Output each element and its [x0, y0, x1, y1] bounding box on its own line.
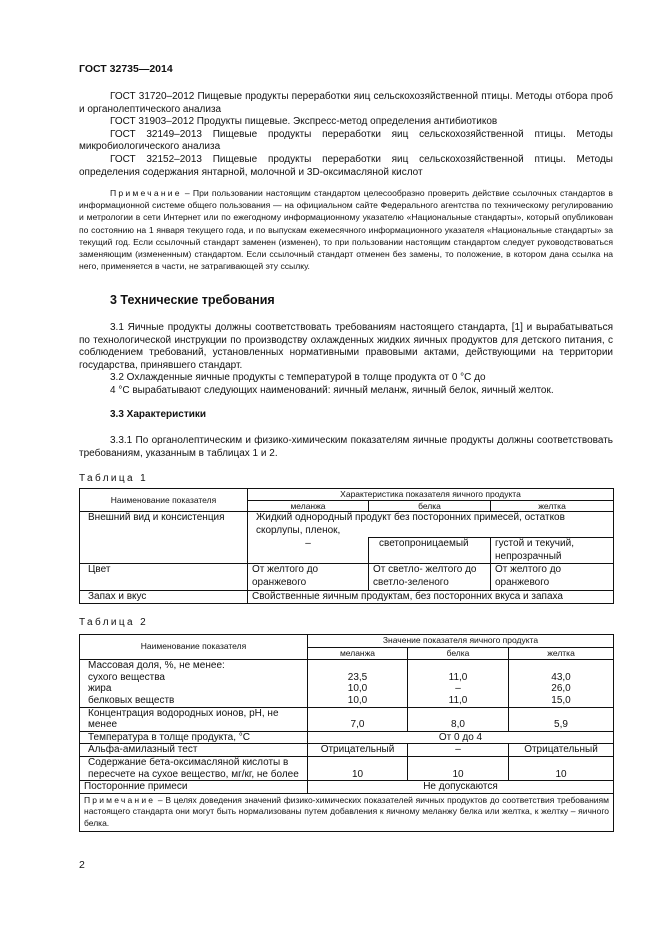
- document-header: ГОСТ 32735—2014: [79, 63, 173, 75]
- note-label: Примечание: [84, 794, 156, 805]
- table2-cell: Отрицательный: [509, 744, 614, 757]
- table2-value: 11,0: [448, 671, 468, 683]
- table1-cell: От желтого до оранжевого: [491, 564, 614, 590]
- table1-row-label: Запах и вкус: [80, 590, 248, 604]
- paragraph-3-1: 3.1 Яичные продукты должны соответствовать требованиям настоящего стандарта, [1] и вырабатываться по технологической инструкции по производству охлажденных жидких яичных продуктов для детского питания, с соблюдением требований, установленных нормативными правовыми актами, действующими на территории государства, принявшего стандарт.: [79, 322, 613, 371]
- page-number: 2: [79, 859, 85, 871]
- section-body: [79, 322, 613, 398]
- table2-cell: –: [408, 744, 509, 757]
- table2-sub-label: сухого вещества: [88, 671, 165, 683]
- table2-cell: От 0 до 4: [308, 731, 614, 744]
- table2-cell: 8,0: [408, 707, 509, 731]
- table-1: [79, 488, 614, 604]
- table1-header-col: белка: [369, 500, 491, 512]
- table2-row-label: Содержание бета-оксимасляной кислоты в пересчете на сухое вещество, мг/кг, не более: [80, 756, 308, 780]
- table2-value: 43,0: [551, 671, 571, 683]
- table2-note: [80, 793, 614, 831]
- paragraph-3-2: 3.2 Охлажденные яичные продукты с температурой в толще продукта от 0 °С до: [110, 372, 486, 384]
- table2-cell: 7,0: [308, 707, 408, 731]
- table1-cell: От желтого до оранжевого: [248, 564, 369, 590]
- table2-header-col: меланжа: [308, 647, 408, 660]
- table1-header-col: меланжа: [248, 500, 369, 512]
- table2-cell: Отрицательный: [308, 744, 408, 757]
- table2-row-label: Температура в толще продукта, °С: [80, 731, 308, 744]
- reference-item: ГОСТ 32149–2013 Пищевые продукты переработки яиц сельскохозяйственной птицы. Методы микробиологического анализа: [79, 128, 613, 153]
- table2-value: –: [455, 683, 461, 695]
- table2-value: 10,0: [347, 683, 368, 695]
- table2-cell: [308, 660, 408, 707]
- table1-header-group: Характеристика показателя яичного продукта: [248, 489, 614, 501]
- reference-item: ГОСТ 32152–2013 Пищевые продукты переработки яиц сельскохозяйственной птицы. Методы определения содержания янтарной, молочной и 3D-оксимасляной кислот: [79, 153, 613, 178]
- table1-header-col: желтка: [491, 500, 614, 512]
- table2-cell: 5,9: [509, 707, 614, 731]
- table2-header-name: Наименование показателя: [80, 635, 308, 660]
- table1-cell: светопроницаемый: [369, 538, 491, 564]
- normative-references: [79, 91, 613, 179]
- table2-header-col: желтка: [509, 647, 614, 660]
- table-2: [79, 634, 614, 832]
- table1-cell-common: Свойственные яичным продуктам, без посторонних вкуса и запаха: [248, 590, 614, 604]
- references-note: [79, 187, 613, 272]
- paragraph-3-3-1: 3.3.1 По органолептическим и физико-химическим показателям яичные продукты должны соответствовать требованиям, указанным в таблицах 1 и 2.: [79, 435, 613, 459]
- table2-row-label: Альфа-амилазный тест: [80, 744, 308, 757]
- note-text: – В целях доведения значений физико-химических показателей яичных продуктов до соответствия требованиям настоящего стандарта они могут быть нормализованы путем добавления к яичному меланжу белка или желтка, к желтку – яичного белка.: [84, 794, 609, 828]
- table2-caption: Таблица 2: [79, 617, 149, 628]
- table2-cell: 10: [308, 756, 408, 780]
- table2-value: 23,5: [347, 671, 368, 683]
- table1-row-label: Цвет: [80, 564, 248, 590]
- table2-sub-label: жира: [88, 683, 112, 695]
- note-text: – При пользовании настоящим стандартом целесообразно проверить действие ссылочных стандартов в информационной системе общего пользования — на официальном сайте Федерального агентства по техническому регулированию и метрологии в сети Интернет или по ежегодному информационному указателю «Национальные стандарты», который опубликован по состоянию на 1 января текущего года, и по выпускам ежемесячного информационного указателя «Национальные стандарты» за текущий год. Если ссылочный стандарт заменен (изменен), то при пользовании настоящим стандартом следует руководствоваться заменяющим (измененным) стандартом. Если ссылочный стандарт отменен без замены, то положение, в котором дана ссылка на него, применяется в части, не затрагивающей эту ссылку.: [79, 188, 613, 272]
- subsection-title: 3.3 Характеристики: [110, 409, 207, 420]
- table2-row-label: Посторонние примеси: [80, 781, 308, 794]
- table2-cell: [509, 660, 614, 707]
- table2-group-label: Массовая доля, %, не менее:: [88, 660, 225, 672]
- table2-header-group: Значение показателя яичного продукта: [308, 635, 614, 648]
- note-label: Примечание: [110, 188, 182, 198]
- table2-value: 10,0: [347, 694, 368, 706]
- table1-caption: Таблица 1: [79, 473, 149, 484]
- table2-row-label: [80, 660, 308, 707]
- subsection-body: [79, 435, 613, 460]
- table2-cell: Не допускаются: [308, 781, 614, 794]
- reference-item: ГОСТ 31720–2012 Пищевые продукты переработки яиц сельскохозяйственной птицы. Методы отбора проб и органолептического анализа: [79, 91, 613, 115]
- table1-cell-common: Жидкий однородный продукт без посторонних примесей, остатков скорлупы, пленок,: [248, 512, 614, 538]
- table2-value: 15,0: [551, 694, 571, 706]
- table1-row-label: Внешний вид и консистенция: [80, 512, 248, 564]
- table2-cell: 10: [408, 756, 509, 780]
- table2-sub-label: белковых веществ: [88, 694, 175, 706]
- table1-header-name: Наименование показателя: [80, 489, 248, 512]
- table2-cell: [408, 660, 509, 707]
- table2-value: 26,0: [551, 683, 571, 695]
- section-title: 3 Технические требования: [110, 293, 275, 307]
- table1-cell: –: [248, 538, 369, 564]
- table2-cell: 10: [509, 756, 614, 780]
- paragraph-3-2-cont: 4 °С вырабатывают следующих наименований: яичный меланж, яичный белок, яичный желток.: [110, 384, 554, 396]
- table2-value: 11,0: [448, 694, 468, 706]
- table2-row-label: Концентрация водородных ионов, pH, не менее: [80, 707, 308, 731]
- table1-cell: От светло- желтого до светло-зеленого: [369, 564, 491, 590]
- table1-cell: густой и текучий, непрозрачный: [491, 538, 614, 564]
- table2-header-col: белка: [408, 647, 509, 660]
- reference-item: ГОСТ 31903–2012 Продукты пищевые. Экспресс-метод определения антибиотиков: [110, 116, 498, 128]
